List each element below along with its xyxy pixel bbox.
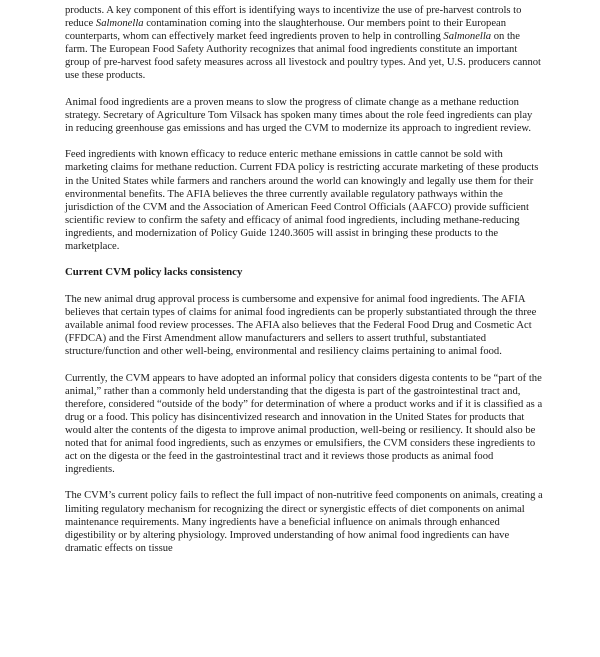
paragraph-text: Feed ingredients with known efficacy to reduce enteric methane emissions in cattle cannot be sold with marketing claims for methane reduction. Current FDA policy is restricting accurate marketing of these products in the United States while farmers and ranchers around the world can knowingly and legally use them for their environmental benefits. The AFIA believes the three currently available regulatory pathways within the jurisdiction of the CVM and the Association of American Feed Control Officials (AAFCO) provide sufficient scientific review to confirm the safety and efficacy of animal food ingredients, including methane-reducing ingredients, and modernization of Policy Guide 1240.3605 will assist in bringing these products to the marketplace. [65,149,539,252]
document-page [65,4,543,568]
paragraph-drug-approval [65,293,543,358]
paragraph-text: Animal food ingredients are a proven means to slow the progress of climate change as a methane reduction strategy. Secretary of Agriculture Tom Vilsack has spoken many times about the role feed ingredients can play in reducing greenhouse gas emissions and has urged the CVM to modernize its approach to ingredient review. [65,96,533,134]
section-heading: Current CVM policy lacks consistency [65,266,243,279]
paragraph-methane-claims [65,148,543,252]
paragraph-text: The new animal drug approval process is cumbersome and expensive for animal food ingredients. The AFIA believes that certain types of claims for animal food ingredients can be properly substantiated through the three available animal food review processes. The AFIA also believes that the Federal Food Drug and Cosmetic Act (FFDCA) and the First Amendment allow manufacturers and sellers to assert truthful, substantiated structure/function and other well-being, environmental and resiliency claims pertaining to animal food. [65,293,537,358]
paragraph-digesta-policy [65,372,543,476]
paragraph-text: Currently, the CVM appears to have adopted an informal policy that considers digesta contents to be “part of the animal,” rather than a commonly held understanding that the digesta is part of the gastrointestinal tract and, therefore, considered “outside of the body” for determination of where a product works and if it is classified as a drug or a food. This policy has disincentivized research and innovation in the United States for products that would alter the contents of the digesta to improve animal production, well-being or resiliency. It should also be noted that for animal food ingredients, such as enzymes or emulsifiers, the CVM considers these ingredients to act on the digesta or the feed in the gastrointestinal tract and it reviews those products as animal food ingredients. [65,372,543,475]
paragraph-text: The CVM’s current policy fails to reflect the full impact of non-nutritive feed components on animals, creating a limiting regulatory mechanism for recognizing the direct or synergistic effects of diet components on animal maintenance requirements. Many ingredients have a beneficial influence on animals through enhanced digestibility or by altering physiology. Improved understanding of how animal food ingredients can have dramatic effects on tissue [65,490,543,554]
italic-term-salmonella: Salmonella [95,18,144,30]
paragraph-text: products. A key component of this effort is identifying ways to incentivize the use of pre-harvest controls to reduce [65,5,522,30]
paragraph-climate-change [65,96,543,135]
paragraph-non-nutritive-components [65,489,543,554]
paragraph-salmonella-controls [65,4,543,82]
italic-term-salmonella: Salmonella [443,31,492,43]
paragraph-text: contamination coming into the slaughterhouse. Our members point to their European counterparts, whom can effectively market feed ingredients proven to help in controlling [65,18,507,43]
paragraph-text: on the farm. The European Food Safety Authority recognizes that animal food ingredients constitute an important group of pre-harvest food safety measures across all livestock and poultry types. And yet, U.S. producers cannot use these products. [65,31,542,82]
